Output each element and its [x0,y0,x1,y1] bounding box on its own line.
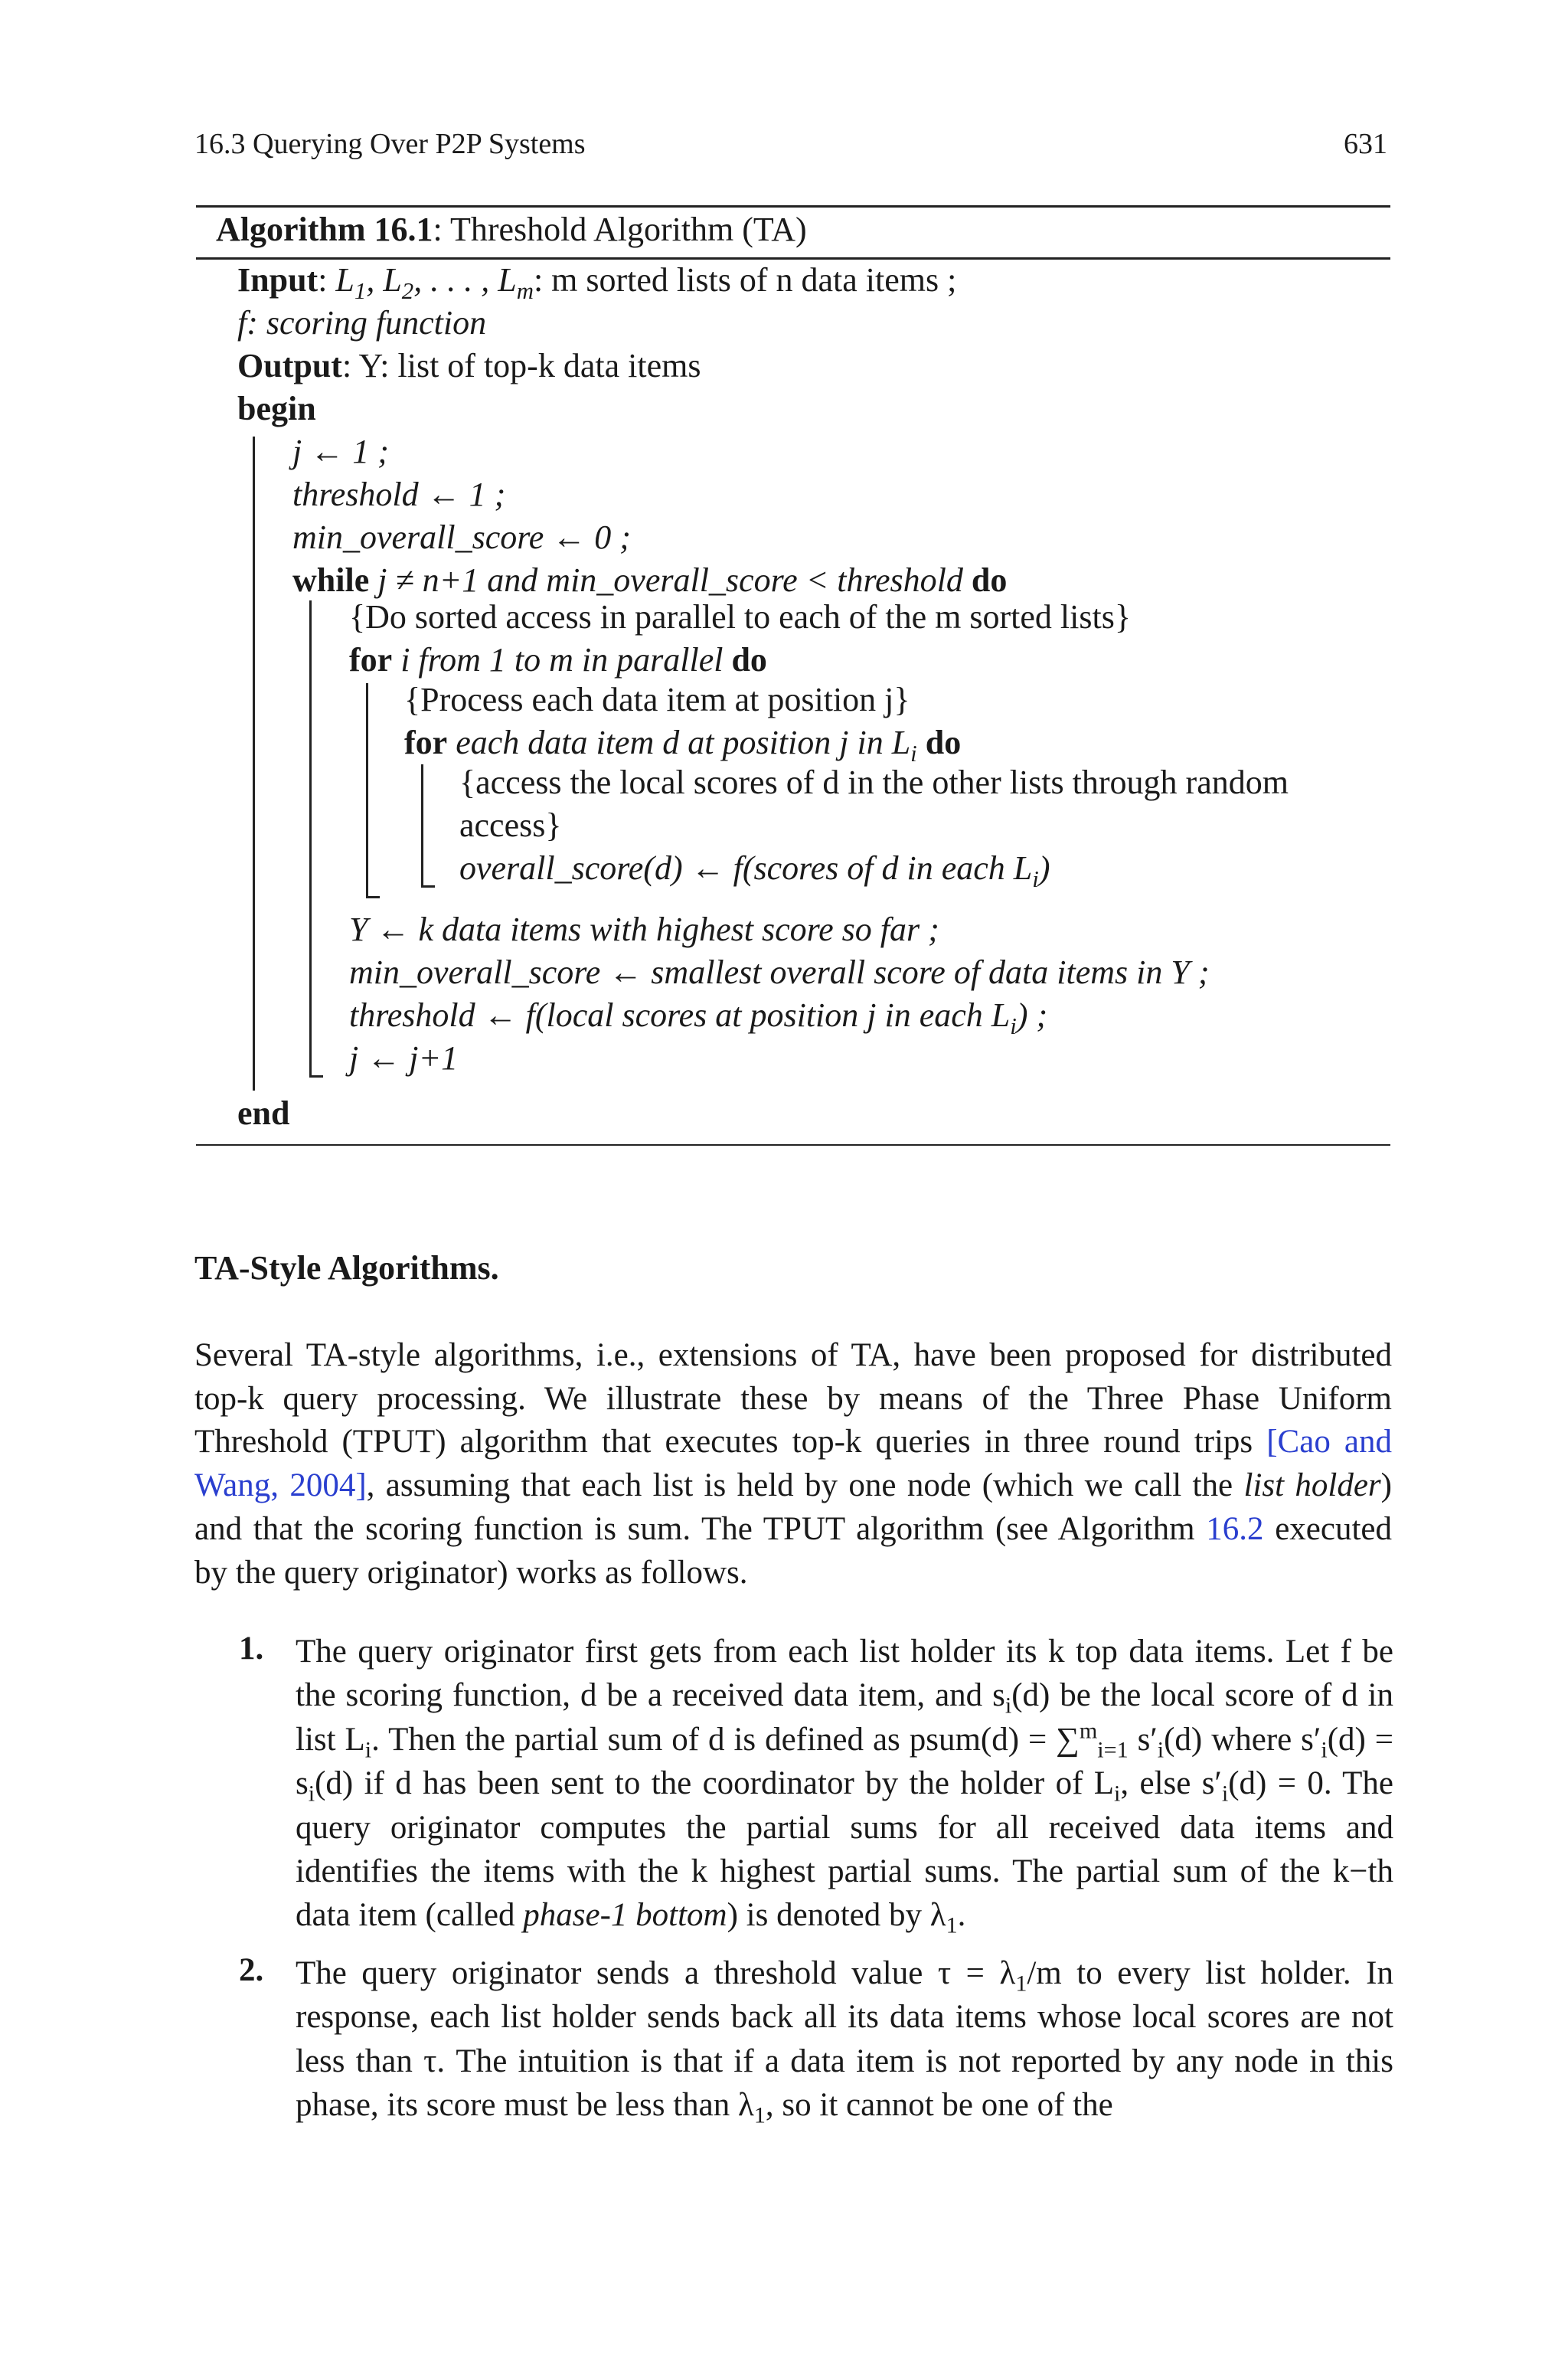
while-block-end-tick [309,1075,323,1078]
begin-block-bar [253,437,255,1091]
for-each-block-bar [421,764,423,887]
while-block-bar [309,600,312,1077]
comment-random-access-2: access} [459,806,562,844]
while-line: while j ≠ n+1 and min_overall_score < threshold do [292,561,1008,599]
init-min-score-line: min_overall_score ← 0 ; [292,518,631,556]
j-increment-line: j ← j+1 [349,1039,459,1077]
y-update-line: Y ← k data items with highest score so far ; [349,911,939,948]
algorithm-ref-link[interactable]: 16.2 [1206,1510,1264,1547]
list-item-1: The query originator first gets from each list holder its k top data items. Let f be the scoring function, d be a received data item, and $s_i(d)$ be the local score of d in list $L_i$. Then the partial sum of d is defined as psum(d) = ∑$^m_{i=1}$ $s'_i(d)$ where $s'_i(d) = s_i(d)$ if d has been sent to the coordinator by the holder of $L_i$, else $s'_i(d) = 0$. The query originator computes the partial sums for all received data items and identifies the items with the k highest partial sums. The partial sum of the k−th data item (called phase-1 bottom) is denoted by $\lambda_1$. [296,1634,1394,1939]
algorithm-bottom-rule [196,1144,1390,1146]
citation-link[interactable]: [Cao and Wang, 2004] [194,1424,1392,1504]
page-number: 631 [1344,128,1387,160]
keyword-begin: begin [237,390,316,427]
init-threshold-line: threshold ← 1 ; [292,476,506,513]
comment-random-access-1: {access the local scores of d in the other lists through random [459,764,1289,801]
threshold-update-line: threshold ← f(local scores at position j in each $L_i$) ; [349,996,1048,1039]
for-parallel-end-tick [366,896,380,898]
for-parallel-block-bar [366,683,368,898]
algorithm-title: Algorithm 16.1: Threshold Algorithm (TA) [216,211,807,248]
list-item-2: The query originator sends a threshold value $\tau = \lambda_1/m$ to every list holder. In response, each list holder sends back all its data items whose local scores are not less than τ. The intuition is that if a data item is not reported by any node in this phase, its score must be less than $\lambda_1$, so it cannot be one of the [296,1955,1393,2128]
for-each-end-tick [421,885,435,888]
section-heading: TA-Style Algorithms. [194,1249,499,1287]
comment-sorted-access: {Do sorted access in parallel to each of the m sorted lists} [349,598,1131,636]
algorithm-scoring-line: f: scoring function [237,304,487,342]
for-parallel-line: for i from 1 to m in parallel do [349,641,767,679]
list-number-2: 2. [239,1952,264,1988]
list-number-1: 1. [239,1631,264,1667]
comment-process-item: {Process each data item at position j} [404,681,910,718]
intro-paragraph: Several TA-style algorithms, i.e., extensions of TA, have been proposed for distributed top-k query processing. We illustrate these by means of the Three Phase Uniform Threshold (TPUT) algorithm that executes top-k queries in three round trips [Cao and Wang, 2004], assuming that each list is held by one node (which we call the list holder) and that the scoring function is sum. The TPUT algorithm (see Algorithm 16.2 executed by the query originator) works as follows. [194,1337,1392,1591]
overall-score-line: overall_score(d) ← f(scores of d in each $L_i$) [459,849,1050,892]
running-header-section: 16.3 Querying Over P2P Systems [194,128,586,160]
keyword-end: end [237,1094,290,1132]
init-j-line: j ← 1 ; [292,433,389,470]
min-score-update-line: min_overall_score ← smallest overall score of data items in Y ; [349,953,1210,991]
for-each-line: for each data item d at position j in $L_i$ do [404,724,962,767]
algorithm-output-line: Output: Y: list of top-k data items [237,347,701,384]
algorithm-top-rule [196,205,1390,208]
algorithm-input-line: Input: $L_1$, $L_2$, . . . , $L_m$: m sorted lists of n data items ; [237,261,957,304]
